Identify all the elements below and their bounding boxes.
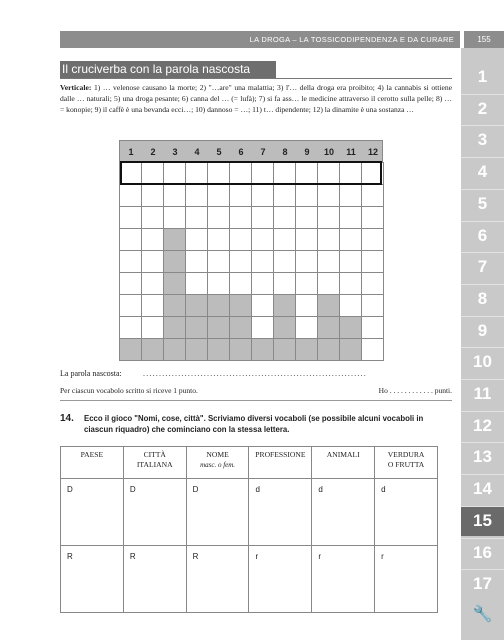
crossword-cell[interactable] <box>163 206 186 229</box>
crossword-cell <box>163 316 186 339</box>
tab-separator <box>461 221 504 222</box>
tab-separator <box>461 411 504 412</box>
chapter-tab-6[interactable]: 6 <box>477 225 488 245</box>
crossword-cell[interactable] <box>339 272 362 295</box>
table-row <box>61 546 438 613</box>
crossword-cell <box>163 294 186 317</box>
hidden-word-answer-line[interactable]: ...................................................................... <box>143 369 367 378</box>
crossword-cell[interactable] <box>361 272 384 295</box>
crossword-cell[interactable] <box>163 184 186 207</box>
chapter-tab-17[interactable]: 17 <box>473 574 492 594</box>
exercise-number: 14. <box>60 413 74 424</box>
crossword-cell[interactable] <box>141 228 164 251</box>
chapter-tab-11[interactable]: 11 <box>473 384 492 403</box>
table-row <box>61 479 438 546</box>
crossword-cell <box>317 338 340 361</box>
column-number: 11 <box>346 147 356 157</box>
crossword-cell <box>163 272 186 295</box>
crossword-cell <box>229 294 252 317</box>
crossword-cell[interactable] <box>295 250 318 273</box>
chapter-tab-13[interactable]: 13 <box>473 447 492 467</box>
crossword-cell[interactable] <box>339 250 362 273</box>
column-number: 3 <box>172 147 178 157</box>
crossword-cell <box>141 338 164 361</box>
table-cell[interactable]: d <box>312 479 375 546</box>
table-cell[interactable]: r <box>249 546 312 613</box>
crossword-cell[interactable] <box>273 228 296 251</box>
crossword-cell <box>207 294 230 317</box>
crossword-cell[interactable] <box>119 250 142 273</box>
crossword-cell[interactable] <box>361 250 384 273</box>
crossword-hidden-word-row[interactable] <box>120 161 382 185</box>
crossword-cell <box>163 250 186 273</box>
crossword-cell[interactable] <box>339 206 362 229</box>
crossword-cell[interactable] <box>119 206 142 229</box>
chapter-tab-8[interactable]: 8 <box>477 288 488 308</box>
crossword-cell <box>163 338 186 361</box>
table-cell[interactable]: d <box>249 479 312 546</box>
crossword-cell[interactable] <box>141 206 164 229</box>
title-divider <box>60 78 452 79</box>
crossword-cell[interactable] <box>339 294 362 317</box>
table-cell[interactable]: R <box>123 546 186 613</box>
chapter-tab-1[interactable]: 1 <box>477 67 488 86</box>
chapter-tab-3[interactable]: 3 <box>477 130 488 150</box>
crossword-cell[interactable] <box>295 316 318 339</box>
page-number: 155 <box>462 31 504 48</box>
wrench-icon[interactable]: 🔧 <box>472 604 493 623</box>
tab-separator <box>461 157 504 158</box>
crossword-cell[interactable] <box>317 228 340 251</box>
crossword-cell[interactable] <box>207 228 230 251</box>
column-header: VERDURA O FRUTTA <box>375 447 438 479</box>
crossword-cell[interactable] <box>361 294 384 317</box>
column-number: 4 <box>194 147 200 157</box>
crossword-cell <box>229 338 252 361</box>
section-divider <box>60 400 452 401</box>
table-cell[interactable]: R <box>186 546 249 613</box>
column-number: 2 <box>150 147 156 157</box>
column-number: 5 <box>216 147 222 157</box>
table-cell[interactable]: r <box>375 546 438 613</box>
nomi-cose-citta-table <box>60 446 438 613</box>
crossword-cell[interactable] <box>251 272 274 295</box>
clues-paragraph <box>60 82 452 115</box>
crossword-cell[interactable] <box>119 316 142 339</box>
crossword-cell <box>207 316 230 339</box>
crossword-cell <box>229 316 252 339</box>
table-cell[interactable]: d <box>375 479 438 546</box>
crossword-cell[interactable] <box>141 294 164 317</box>
score-instruction: Per ciascun vocabolo scritto si riceve 1 punto. <box>60 386 198 395</box>
crossword-cell[interactable] <box>295 184 318 207</box>
chapter-tab-7[interactable]: 7 <box>477 257 488 277</box>
tab-separator <box>461 506 504 507</box>
crossword-cell[interactable] <box>251 184 274 207</box>
crossword-cell[interactable] <box>185 250 208 273</box>
crossword-cell[interactable] <box>251 250 274 273</box>
crossword-cell[interactable] <box>273 206 296 229</box>
crossword-cell[interactable] <box>141 272 164 295</box>
crossword-cell <box>273 338 296 361</box>
crossword-cell[interactable] <box>251 316 274 339</box>
crossword-cell[interactable] <box>339 184 362 207</box>
crossword-column-numbers <box>119 140 383 162</box>
crossword-cell[interactable] <box>229 228 252 251</box>
crossword-cell[interactable] <box>317 272 340 295</box>
tab-separator <box>461 316 504 317</box>
crossword-cell[interactable] <box>361 184 384 207</box>
tab-separator <box>461 569 504 570</box>
crossword-cell[interactable] <box>273 272 296 295</box>
running-header: LA DROGA – LA TOSSICODIPENDENZA E DA CURARE <box>60 31 460 48</box>
table-cell[interactable]: D <box>123 479 186 546</box>
crossword-cell[interactable] <box>317 250 340 273</box>
crossword-cell <box>163 228 186 251</box>
tab-separator <box>461 125 504 126</box>
crossword-cell <box>317 294 340 317</box>
chapter-tab-5[interactable]: 5 <box>477 193 488 213</box>
crossword-cell[interactable] <box>251 206 274 229</box>
tab-separator <box>461 538 504 539</box>
column-header: NOME masc. o fem. <box>186 447 249 479</box>
crossword-cell[interactable] <box>229 206 252 229</box>
table-cell[interactable]: D <box>186 479 249 546</box>
crossword-cell[interactable] <box>119 294 142 317</box>
chapter-tab-15[interactable]: 15 <box>461 506 504 536</box>
crossword-cell[interactable] <box>361 316 384 339</box>
column-number: 8 <box>282 147 288 157</box>
crossword-cell[interactable] <box>185 184 208 207</box>
chapter-tab-9[interactable]: 9 <box>477 320 488 340</box>
crossword-cell <box>119 338 142 361</box>
column-header: CITTÀ ITALIANA <box>123 447 186 479</box>
crossword-cell <box>185 294 208 317</box>
chapter-tab-16[interactable]: 16 <box>473 542 492 562</box>
tab-separator <box>461 284 504 285</box>
clues-text: 1) … velenose causano la morte; 2) "…are" una malattia; 3) l'… della droga era proibito; 4) la cannabis si ottiene dalle … naturali; 5) una droga pesante; 6) canna del … (= lufà); 7) si fa ass… le medicine attraverso il cerotto sulla pelle; 8) … = konopie; 9) il caffè è una bevanda ecci…; 10) dannoso = …; 11) t… dipendente; 12) la dinamite è una sostanza … <box>60 83 452 114</box>
tab-separator <box>461 474 504 475</box>
column-header: PAESE <box>61 447 124 479</box>
crossword-cell[interactable] <box>251 228 274 251</box>
chapter-tab-4[interactable]: 4 <box>477 162 488 182</box>
crossword-cell[interactable] <box>141 184 164 207</box>
crossword-cell[interactable] <box>141 250 164 273</box>
tab-separator <box>461 347 504 348</box>
crossword-cell <box>185 338 208 361</box>
column-number: 9 <box>304 147 310 157</box>
crossword-cell[interactable] <box>295 272 318 295</box>
crossword-cell[interactable] <box>207 250 230 273</box>
crossword-cell[interactable] <box>185 206 208 229</box>
crossword-cell[interactable] <box>339 228 362 251</box>
crossword-cell[interactable] <box>229 250 252 273</box>
chapter-tab-12[interactable]: 12 <box>473 415 492 435</box>
crossword-cell <box>185 316 208 339</box>
crossword-cell[interactable] <box>141 316 164 339</box>
crossword-cell[interactable] <box>361 228 384 251</box>
table-cell[interactable]: R <box>61 546 124 613</box>
column-number: 7 <box>260 147 266 157</box>
crossword-cell[interactable] <box>185 228 208 251</box>
crossword-cell <box>273 294 296 317</box>
crossword-cell[interactable] <box>361 338 384 361</box>
tab-separator <box>461 94 504 95</box>
crossword-cell[interactable] <box>295 294 318 317</box>
crossword-cell <box>317 316 340 339</box>
crossword-cell[interactable] <box>317 184 340 207</box>
crossword-cell <box>207 338 230 361</box>
chapter-tab-2[interactable]: 2 <box>477 98 488 118</box>
table-cell[interactable]: D <box>61 479 124 546</box>
crossword-cell <box>251 338 274 361</box>
crossword-cell <box>273 316 296 339</box>
score-field[interactable]: Ho . . . . . . . . . . . . punti. <box>378 386 452 395</box>
crossword-cell[interactable] <box>119 228 142 251</box>
column-header: ANIMALI <box>312 447 375 479</box>
exercise-instruction: Ecco il gioco "Nomi, cose, città". Scriviamo diversi vocaboli (se possibile alcuni vocaboli in ciascun riquadro) che cominciano con la stessa lettera. <box>84 414 424 434</box>
crossword-cell[interactable] <box>207 206 230 229</box>
tab-separator <box>461 442 504 443</box>
crossword-cell[interactable] <box>185 272 208 295</box>
clues-label: Verticale: <box>60 83 92 92</box>
tab-separator <box>461 379 504 380</box>
crossword-cell[interactable] <box>119 272 142 295</box>
crossword-cell[interactable] <box>317 206 340 229</box>
column-number: 1 <box>128 147 134 157</box>
crossword-cell[interactable] <box>361 206 384 229</box>
crossword-cell <box>339 316 362 339</box>
crossword-cell[interactable] <box>251 294 274 317</box>
crossword-cell[interactable] <box>229 184 252 207</box>
crossword-cell[interactable] <box>273 184 296 207</box>
crossword-cell <box>295 338 318 361</box>
hidden-word-label: La parola nascosta: <box>60 369 122 378</box>
chapter-tab-10[interactable]: 10 <box>473 352 492 372</box>
crossword-cell[interactable] <box>229 272 252 295</box>
tab-separator <box>461 189 504 190</box>
table-cell[interactable]: r <box>312 546 375 613</box>
section-title: Il cruciverba con la parola nascosta <box>60 61 276 78</box>
crossword-cell <box>339 338 362 361</box>
column-header: PROFESSIONE <box>249 447 312 479</box>
column-number: 10 <box>323 147 334 157</box>
crossword-cell[interactable] <box>207 184 230 207</box>
chapter-tab-14[interactable]: 14 <box>473 479 492 499</box>
crossword-cell[interactable] <box>295 228 318 251</box>
crossword-cell[interactable] <box>295 206 318 229</box>
table-header-row <box>61 447 438 479</box>
column-number: 12 <box>367 147 378 157</box>
crossword-cell[interactable] <box>119 184 142 207</box>
crossword-cell[interactable] <box>273 250 296 273</box>
crossword-cell[interactable] <box>207 272 230 295</box>
column-number: 6 <box>238 147 244 157</box>
tab-separator <box>461 252 504 253</box>
